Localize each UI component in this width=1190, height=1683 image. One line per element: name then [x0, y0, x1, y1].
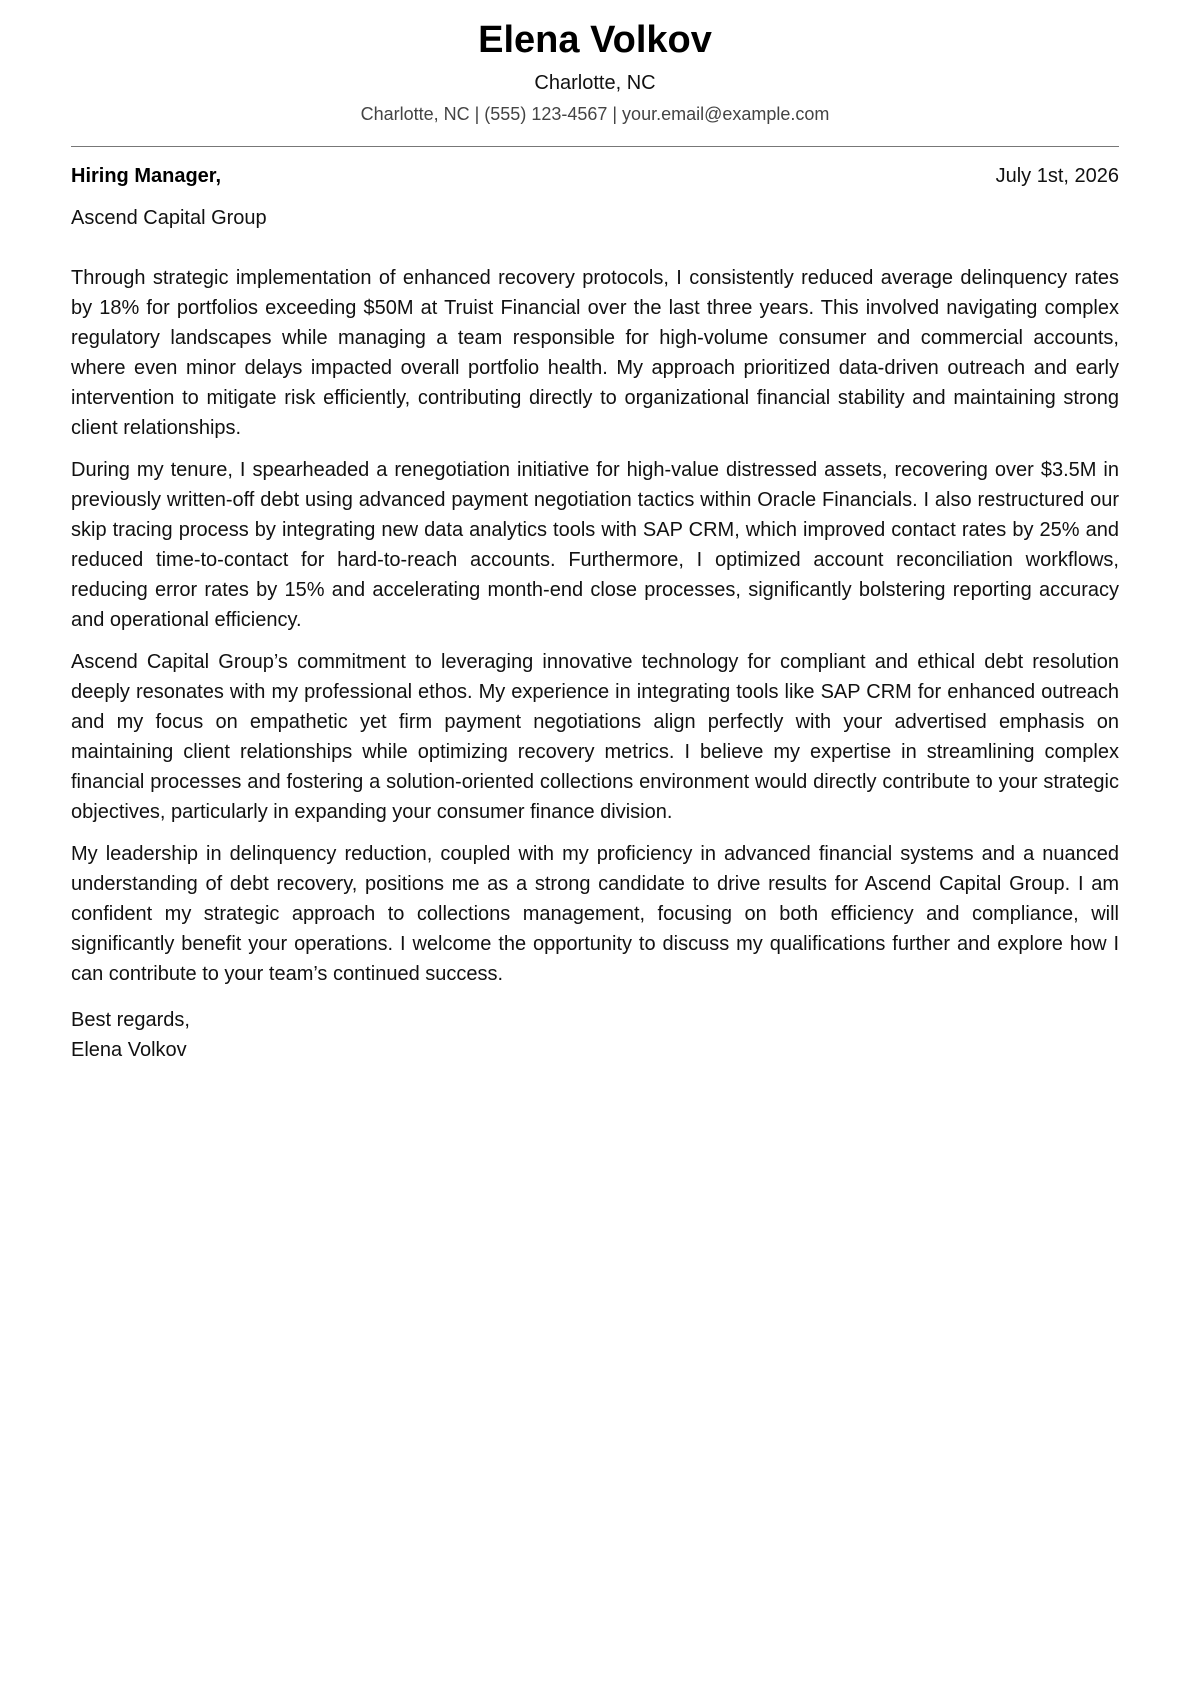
sender-name: Elena Volkov	[478, 19, 712, 61]
sender-contact-line: Charlotte, NC | (555) 123-4567 | your.email@example.com	[360, 104, 830, 124]
sender-location: Charlotte, NC	[534, 72, 656, 94]
letter-header	[71, 18, 1119, 126]
recipient-date-row	[71, 163, 1119, 189]
recipient-company: Ascend Capital Group	[71, 207, 267, 229]
letter-date: July 1st, 2026	[995, 165, 1119, 187]
body-paragraph-2: During my tenure, I spearheaded a renegotiation initiative for high-value distressed assets, recovering over $3.5M in previously written-off debt using advanced payment negotiation tactics within Oracle Financials. I also restructured our skip tracing process by integrating new data analytics tools with SAP CRM, which improved contact rates by 25% and reduced time-to-contact for hard-to-reach accounts. Furthermore, I optimized account reconciliation workflows, reducing error rates by 15% and accelerating month-end close processes, significantly bolstering reporting accuracy and operational efficiency.	[71, 459, 1119, 631]
recipient-salutation: Hiring Manager,	[71, 165, 222, 187]
header-divider	[71, 146, 1119, 147]
body-paragraph-1: Through strategic implementation of enhanced recovery protocols, I consistently reduced average delinquency rates by 18% for portfolios exceeding $50M at Truist Financial over the last three years. This involved navigating complex regulatory landscapes while managing a team responsible for high-volume consumer and commercial accounts, where even minor delays impacted overall portfolio health. My approach prioritized data-driven outreach and early intervention to mitigate risk efficiently, contributing directly to organizational financial stability and maintaining strong client relationships.	[71, 267, 1119, 439]
body-paragraph-3: Ascend Capital Group’s commitment to leveraging innovative technology for compliant and ethical debt resolution deeply resonates with my professional ethos. My experience in integrating tools like SAP CRM for enhanced outreach and my focus on empathetic yet firm payment negotiations align perfectly with your advertised emphasis on maintaining client relationships while optimizing recovery metrics. I believe my expertise in streamlining complex financial processes and fostering a solution-oriented collections environment would directly contribute to your strategic objectives, particularly in expanding your consumer finance division.	[71, 651, 1119, 823]
signature-name: Elena Volkov	[71, 1039, 187, 1061]
letter-closing-block	[71, 1005, 1119, 1065]
letter-body	[71, 263, 1119, 989]
body-paragraph-4: My leadership in delinquency reduction, coupled with my proficiency in advanced financial systems and a nuanced understanding of debt recovery, positions me as a strong candidate to drive results for Ascend Capital Group. I am confident my strategic approach to collections management, focusing on both efficiency and compliance, will significantly benefit your operations. I welcome the opportunity to discuss my qualifications further and explore how I can contribute to your team’s continued success.	[71, 843, 1119, 985]
closing-phrase: Best regards,	[71, 1009, 190, 1031]
